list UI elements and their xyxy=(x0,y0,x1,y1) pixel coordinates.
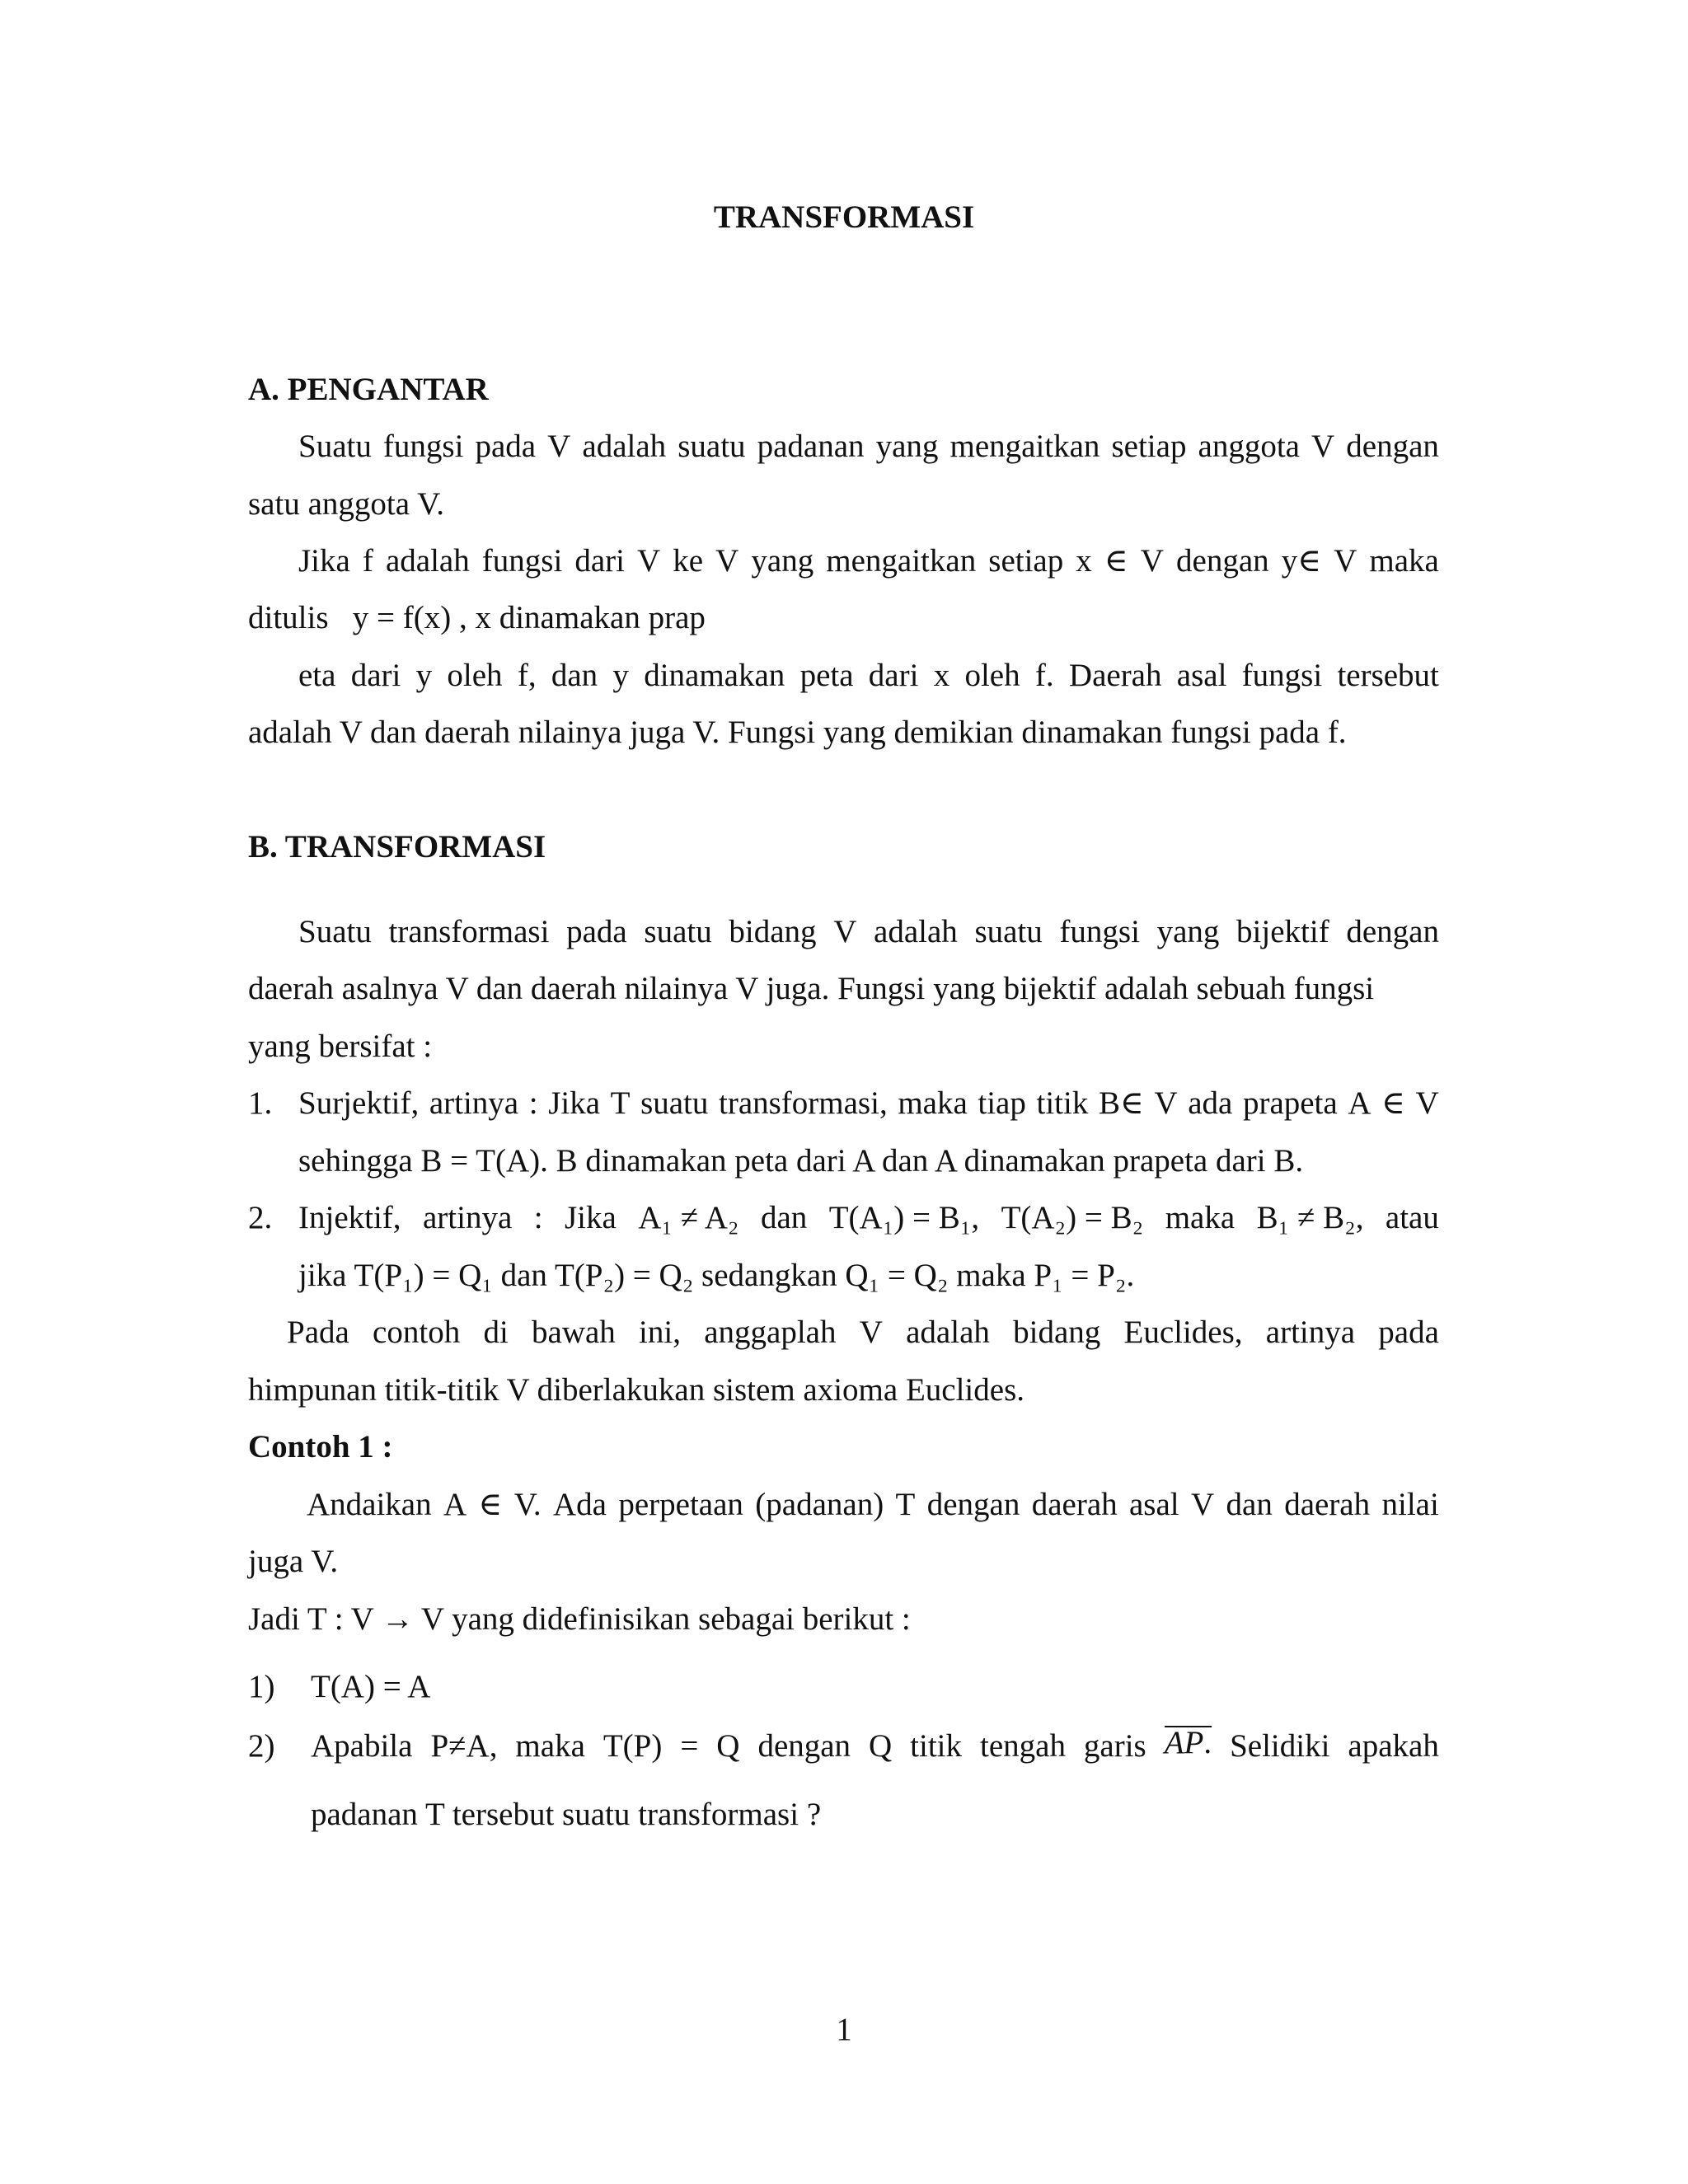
example-paragraph1-line1-word: V. xyxy=(513,1487,542,1522)
list-item-1-line1-word: V xyxy=(1415,1085,1439,1121)
section-a-paragraph2-line1-word: adalah xyxy=(385,543,470,579)
list-item-1-line1-word: A xyxy=(1348,1085,1372,1121)
example-paragraph2: Jadi T : V → V yang didefinisikan sebagai berikut : xyxy=(248,1601,911,1637)
section-a-paragraph3-line1-word: x xyxy=(933,658,950,693)
section-a-paragraph3-line1-word: Daerah xyxy=(1068,658,1162,693)
example-item-2-line1-word: T(P) xyxy=(603,1728,663,1764)
list-item-1-line1-word: T xyxy=(610,1085,631,1121)
example-item-2-line1-word: apakah xyxy=(1348,1728,1439,1764)
example-item-2-line1-word: Selidiki xyxy=(1230,1728,1330,1764)
section-a-paragraph3-line1-word: oleh xyxy=(964,658,1020,693)
list-item-2-line1-word: A₁ ≠ A₂ xyxy=(638,1200,739,1235)
section-a-paragraph1-line1-word: yang xyxy=(875,429,939,464)
section-a-paragraph2-line1-word: y∈ xyxy=(1281,543,1322,579)
section-a-paragraph1-line1-word: V xyxy=(1311,429,1335,464)
section-a-paragraph2-line1-word: dengan xyxy=(1176,543,1269,579)
list-item-1-line1-word: transformasi, xyxy=(719,1085,888,1121)
example-item-2-line1 xyxy=(311,1726,1439,1767)
example-paragraph1-line1-word: dengan xyxy=(926,1487,1020,1522)
example-paragraph1-line1-word: daerah xyxy=(1031,1487,1118,1522)
list-item-1-line1-word: Surjektif, xyxy=(298,1085,420,1121)
example-item-2-line1-word: . xyxy=(1203,1725,1212,1760)
example-item-2-line1-word: = xyxy=(680,1728,699,1764)
section-b-paragraph1-line1-word: Suatu xyxy=(298,914,372,949)
section-b-heading: B. TRANSFORMASI xyxy=(248,829,546,865)
list-item-2-line1-word: atau xyxy=(1385,1200,1439,1235)
section-a-paragraph3-line1-word: dari xyxy=(868,658,919,693)
example-item-2-line1-word: Q xyxy=(716,1728,740,1764)
section-a-heading: A. PENGANTAR xyxy=(248,372,489,407)
section-a-paragraph2-line1-word: setiap xyxy=(988,543,1064,579)
section-a-paragraph1-line1-word: padanan xyxy=(757,429,865,464)
example-heading: Contoh 1 : xyxy=(248,1429,393,1465)
list-item-2-line1-word: artinya xyxy=(422,1200,513,1235)
example-item-2-line2: padanan T tersebut suatu transformasi ? xyxy=(311,1797,822,1832)
section-b-paragraph2-line1-word: anggaplah xyxy=(704,1315,837,1350)
section-b-paragraph2-line1-word: V xyxy=(859,1315,883,1350)
section-a-paragraph1-line1-word: suatu xyxy=(678,429,746,464)
section-a-paragraph1-line2: satu anggota V. xyxy=(248,486,444,522)
section-a-paragraph2-line1-word: f xyxy=(362,543,373,579)
section-a-paragraph2-line1-word: V xyxy=(1140,543,1164,579)
section-b-paragraph1-line1-word: V xyxy=(833,914,857,949)
section-a-paragraph2-line1-word: maka xyxy=(1369,543,1439,579)
section-b-paragraph1-line3: yang bersifat : xyxy=(248,1029,433,1064)
section-b-paragraph2-line1-word: pada xyxy=(1378,1315,1439,1350)
section-a-paragraph2-line1-word: ke xyxy=(673,543,704,579)
list-item-2-line1-word: T(A₁) = B₁, xyxy=(828,1200,980,1235)
section-b-paragraph2-line1-word: ini, xyxy=(639,1315,681,1350)
list-item-2-line1-word: dan xyxy=(760,1200,808,1235)
section-a-paragraph2-line1-word: mengaitkan xyxy=(826,543,977,579)
list-item-1-line1-word: titik xyxy=(1036,1085,1089,1121)
section-a-paragraph1-line1-word: dengan xyxy=(1346,429,1439,464)
section-a-paragraph1-line1-word: V xyxy=(547,429,571,464)
list-item-2-line1-word: maka xyxy=(1165,1200,1236,1235)
section-a-paragraph3-line1-word: oleh xyxy=(447,658,503,693)
section-a-paragraph3-line1-word: y xyxy=(612,658,629,693)
section-a-paragraph1-line1-word: mengaitkan xyxy=(950,429,1100,464)
section-b-paragraph1-line1-word: yang xyxy=(1156,914,1220,949)
example-item-1-text: T(A) = A xyxy=(311,1669,431,1704)
section-b-paragraph1-line1-word: pada xyxy=(566,914,627,949)
section-a-paragraph2-line1-word: dari xyxy=(574,543,625,579)
section-a-paragraph3-line1-word: peta xyxy=(799,658,854,693)
list-item-1-line1-word: V xyxy=(1154,1085,1178,1121)
section-b-paragraph1-line1-word: adalah xyxy=(874,914,958,949)
section-a-paragraph2-line1-word: yang xyxy=(751,543,814,579)
section-a-paragraph3-line1-word: y xyxy=(415,658,433,693)
section-a-paragraph2-line1 xyxy=(298,541,1439,582)
section-b-paragraph2-line1-word: contoh xyxy=(373,1315,461,1350)
list-item-1-line1-word: : xyxy=(528,1085,538,1121)
section-a-paragraph3-line1-word: f. xyxy=(1034,658,1054,693)
list-item-1-line1-word: suatu xyxy=(640,1085,709,1121)
example-paragraph1-line1-word: dan xyxy=(1226,1487,1273,1522)
section-a-paragraph2-line1-word: ∈ xyxy=(1104,543,1128,579)
section-b-paragraph2-line1-word: di xyxy=(483,1315,509,1350)
section-b-paragraph2-line1-word: bidang xyxy=(1013,1315,1101,1350)
example-paragraph1-line1-word: nilai xyxy=(1381,1487,1439,1522)
example-paragraph1-line1-word: ∈ xyxy=(478,1487,503,1522)
section-a-paragraph3-line1-word: dan xyxy=(551,658,598,693)
example-item-2-line1-word: dengan xyxy=(757,1728,851,1764)
section-a-paragraph2-line1-word: V xyxy=(715,543,739,579)
example-item-2-line1-word: tengah xyxy=(979,1728,1066,1764)
example-item-2-line1-word: Q xyxy=(869,1728,893,1764)
section-a-paragraph1-line1-word: anggota xyxy=(1198,429,1300,464)
list-item-number-2: 2. xyxy=(248,1200,273,1235)
example-item-2-line1-word: garis xyxy=(1083,1728,1146,1764)
section-a-paragraph3-line2: adalah V dan daerah nilainya juga V. Fungsi yang demikian dinamakan fungsi pada f. xyxy=(248,715,1347,750)
section-a-paragraph1-line1-word: adalah xyxy=(582,429,667,464)
list-item-1-line1-word: prapeta xyxy=(1242,1085,1338,1121)
section-a-paragraph3-line1-word: dari xyxy=(350,658,401,693)
example-item-number-2: 2) xyxy=(248,1728,275,1764)
example-paragraph1-line1-word: (padanan) xyxy=(755,1487,884,1522)
section-a-paragraph1-line1-word: setiap xyxy=(1111,429,1187,464)
section-a-paragraph3-line1-word: dinamakan xyxy=(644,658,785,693)
section-b-paragraph2-line1 xyxy=(287,1312,1439,1353)
section-b-paragraph1-line1-word: bidang xyxy=(729,914,817,949)
section-b-paragraph2-line1-word: artinya xyxy=(1265,1315,1356,1350)
example-item-2-line1-word: P≠A, xyxy=(430,1728,498,1764)
list-item-2-line1-word: Jika xyxy=(564,1200,617,1235)
section-b-paragraph1-line1 xyxy=(298,912,1439,953)
list-item-1-line2: sehingga B = T(A). B dinamakan peta dari A dan A dinamakan prapeta dari B. xyxy=(298,1143,1304,1179)
section-b-paragraph2-line1-word: adalah xyxy=(906,1315,990,1350)
section-b-paragraph1-line1-word: transformasi xyxy=(388,914,550,949)
section-a-paragraph1-line1-word: fungsi xyxy=(382,429,464,464)
section-b-paragraph1-line1-word: suatu xyxy=(644,914,712,949)
example-item-number-1: 1) xyxy=(248,1669,275,1704)
section-b-paragraph2-line1-word: Euclides, xyxy=(1123,1315,1243,1350)
list-item-1-line1-word: ∈ xyxy=(1381,1085,1405,1121)
list-item-2-line1-word: Injektif, xyxy=(298,1200,401,1235)
example-paragraph1-line1-word: V xyxy=(1191,1487,1215,1522)
section-b-paragraph1-line1-word: dengan xyxy=(1346,914,1439,949)
example-item-2-line1-word: Apabila xyxy=(311,1728,413,1764)
example-paragraph1-line2: juga V. xyxy=(248,1544,339,1579)
section-b-paragraph1-line1-word: bijektif xyxy=(1236,914,1329,949)
list-item-1-line1 xyxy=(298,1083,1439,1124)
section-a-paragraph3-line1-word: eta xyxy=(298,658,336,693)
example-paragraph1-line1-word: asal xyxy=(1129,1487,1179,1522)
section-a-paragraph1-line1-word: Suatu xyxy=(298,429,372,464)
list-item-1-line1-word: maka xyxy=(898,1085,968,1121)
example-paragraph1-line1-word: Andaikan xyxy=(307,1487,432,1522)
example-paragraph1-line1-word: A xyxy=(443,1487,467,1522)
section-b-paragraph2-line2: himpunan titik-titik V diberlakukan sistem axioma Euclides. xyxy=(248,1372,1025,1408)
list-item-1-line1-word: artinya xyxy=(429,1085,519,1121)
section-a-paragraph2-line1-word: Jika xyxy=(298,543,350,579)
list-item-1-line1-word: tiap xyxy=(978,1085,1026,1121)
list-item-2-line1-word: T(A₂) = B₂ xyxy=(1001,1200,1144,1235)
example-paragraph1-line1-word: T xyxy=(895,1487,916,1522)
list-item-1-line1-word: B∈ xyxy=(1098,1085,1144,1121)
list-item-2-line2: jika T(P₁) = Q₁ dan T(P₂) = Q₂ sedangkan Q₁ = Q₂ maka P₁ = P₂. xyxy=(298,1258,1135,1293)
section-a-paragraph2-line1-word: x xyxy=(1076,543,1092,579)
example-paragraph1-line1 xyxy=(307,1484,1439,1526)
list-item-2-line1-word: : xyxy=(533,1200,543,1235)
example-paragraph1-line1-word: Ada xyxy=(553,1487,607,1522)
section-a-paragraph2-line1-word: V xyxy=(1334,543,1357,579)
section-a-paragraph3-line1-word: asal xyxy=(1176,658,1227,693)
list-item-number-1: 1. xyxy=(248,1085,273,1121)
section-a-paragraph1-line1 xyxy=(298,426,1439,467)
section-a-paragraph3-line1 xyxy=(298,655,1439,696)
list-item-2-line1-word: B₁ ≠ B₂, xyxy=(1256,1200,1364,1235)
example-paragraph1-line1-word: perpetaan xyxy=(618,1487,743,1522)
section-b-paragraph2-line1-word: bawah xyxy=(532,1315,616,1350)
section-b-paragraph2-line1-word: Pada xyxy=(287,1315,349,1350)
line-segment-ap: AP. xyxy=(1165,1726,1212,1767)
section-a-paragraph3-line1-word: tersebut xyxy=(1337,658,1439,693)
section-a-paragraph2-line1-word: V xyxy=(637,543,661,579)
section-b-paragraph1-line1-word: fungsi xyxy=(1059,914,1140,949)
example-item-2-line1-word: maka xyxy=(515,1728,585,1764)
example-item-2-line1-word: titik xyxy=(910,1728,963,1764)
example-paragraph1-line1-word: daerah xyxy=(1284,1487,1371,1522)
section-a-paragraph3-line1-word: fungsi xyxy=(1241,658,1323,693)
document-title: TRANSFORMASI xyxy=(713,199,975,235)
section-b-paragraph1-line1-word: suatu xyxy=(974,914,1043,949)
list-item-1-line1-word: Jika xyxy=(548,1085,601,1121)
section-a-paragraph2-line1-word: fungsi xyxy=(481,543,563,579)
list-item-1-line1-word: ada xyxy=(1188,1085,1233,1121)
section-a-paragraph1-line1-word: pada xyxy=(475,429,537,464)
section-a-paragraph2-line2: ditulis y = f(x) , x dinamakan prap xyxy=(248,600,706,635)
section-a-paragraph3-line1-word: f, xyxy=(517,658,537,693)
page-number: 1 xyxy=(836,2012,852,2047)
section-b-paragraph1-line2: daerah asalnya V dan daerah nilainya V juga. Fungsi yang bijektif adalah sebuah fungsi xyxy=(248,971,1375,1006)
list-item-2-line1 xyxy=(298,1197,1439,1239)
